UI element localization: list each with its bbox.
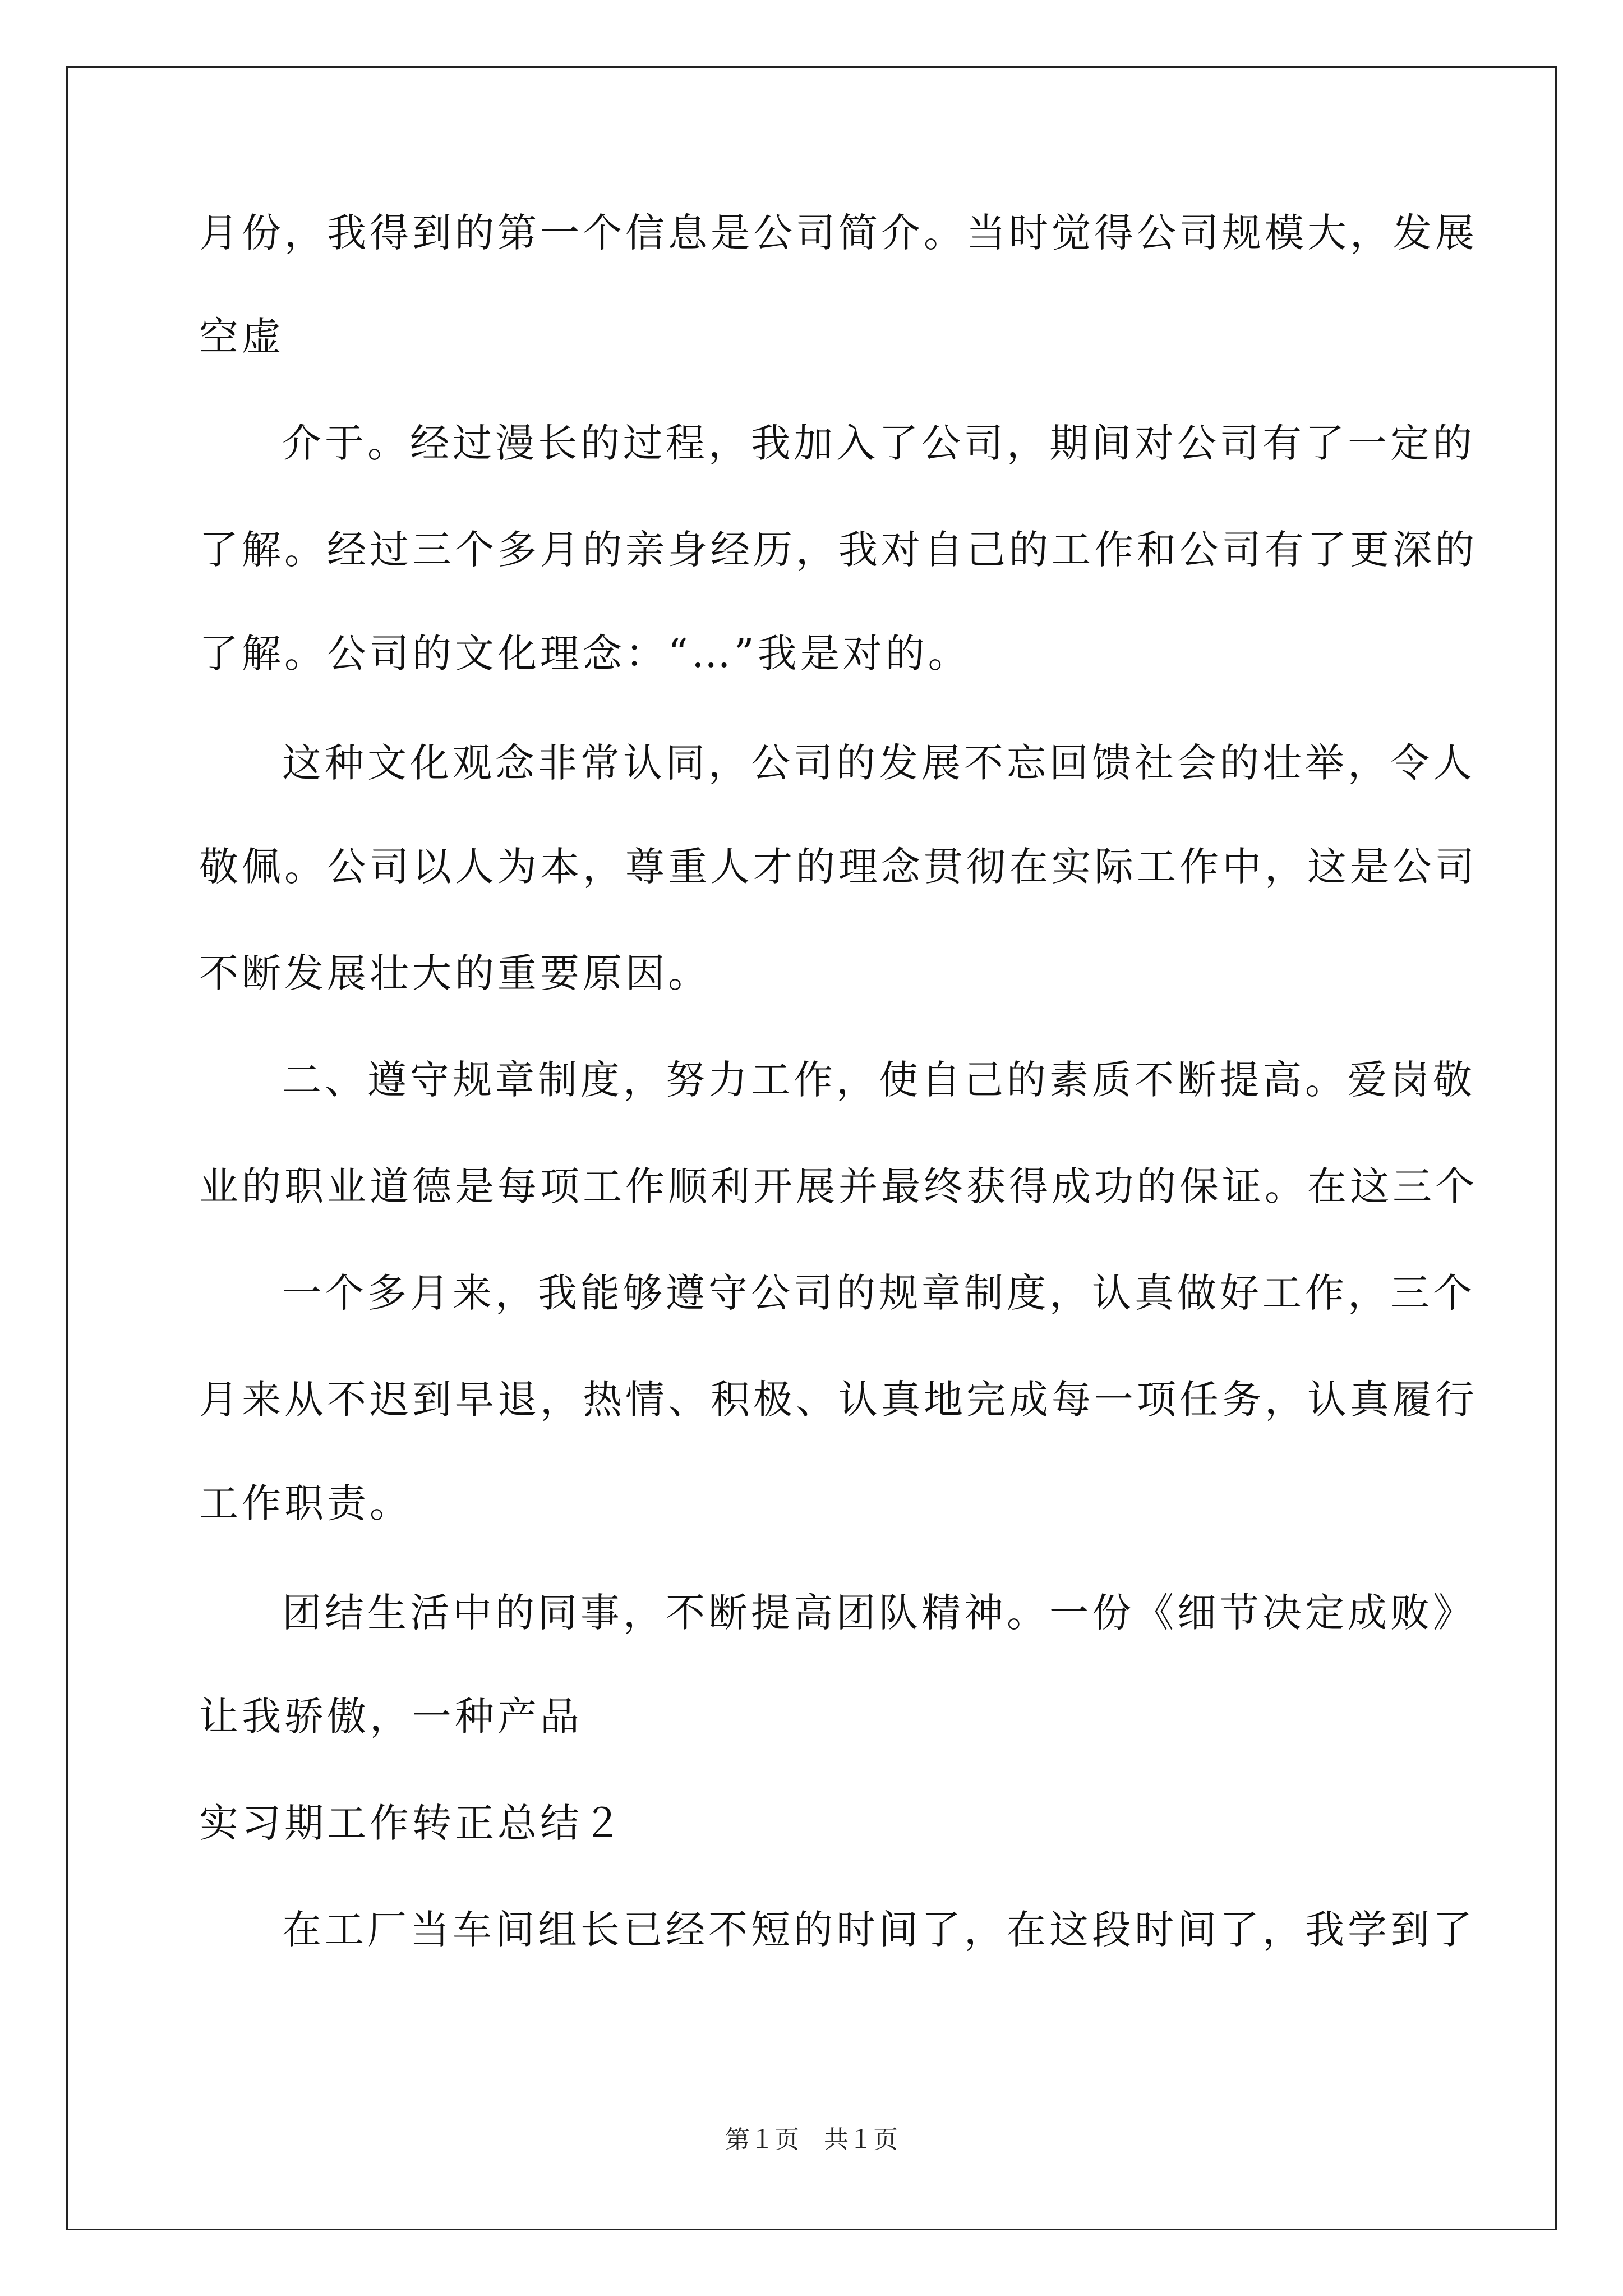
text-line: 敬佩。公司以人为本，尊重人才的理念贯彻在实际工作中，这是公司: [199, 844, 1478, 890]
text-line: 月来从不迟到早退，热情、积极、认真地完成每一项任务，认真履行: [199, 1377, 1478, 1423]
page-frame: [66, 66, 1557, 2230]
text-line: 了解。公司的文化理念：“…”我是对的。: [199, 631, 971, 677]
text-line: 让我骄傲，一种产品: [199, 1694, 583, 1740]
text-line: 一个多月来，我能够遵守公司的规章制度，认真做好工作，三个: [282, 1270, 1476, 1316]
text-line: 不断发展壮大的重要原因。: [199, 950, 711, 996]
text-line: 空虚: [199, 314, 284, 360]
text-line: 团结生活中的同事，不断提高团队精神。一份《细节决定成败》: [282, 1590, 1476, 1636]
text-line: 这种文化观念非常认同，公司的发展不忘回馈社会的壮举，令人: [282, 740, 1476, 786]
text-line: 了解。经过三个多月的亲身经历，我对自己的工作和公司有了更深的: [199, 527, 1478, 573]
section-heading: 实习期工作转正总结２: [199, 1800, 625, 1846]
text-line: 工作职责。: [199, 1480, 412, 1526]
text-line: 月份，我得到的第一个信息是公司简介。当时觉得公司规模大，发展: [199, 210, 1478, 256]
text-line: 业的职业道德是每项工作顺利开展并最终获得成功的保证。在这三个: [199, 1163, 1478, 1209]
page-number-footer: 第１页 共１页: [725, 2125, 898, 2154]
text-line: 介于。经过漫长的过程，我加入了公司，期间对公司有了一定的: [282, 420, 1476, 466]
text-line: 在工厂当车间组长已经不短的时间了，在这段时间了，我学到了: [282, 1907, 1476, 1953]
text-line: 二、遵守规章制度，努力工作，使自己的素质不断提高。爱岗敬: [282, 1057, 1476, 1103]
